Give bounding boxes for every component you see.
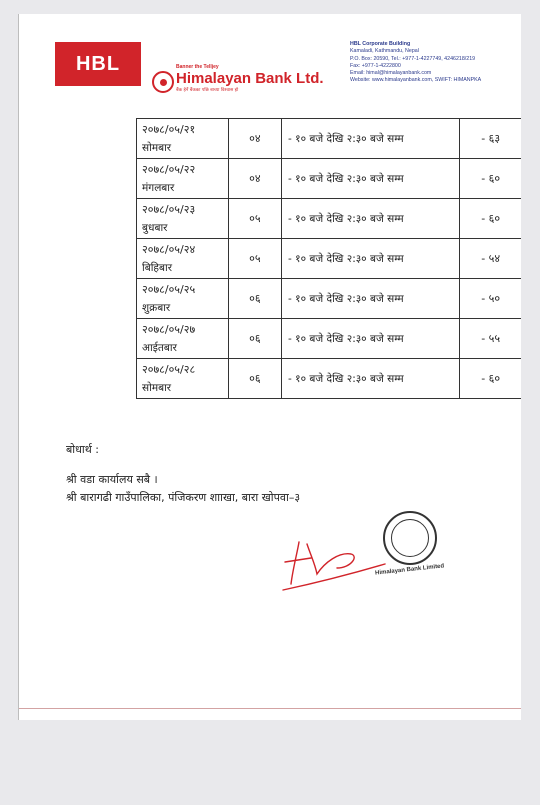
cc-recipient: श्री बारागढी गाउँपालिका, पंजिकरण शााखा, बारा खोपवा–३ <box>66 491 301 504</box>
weekday-value: सोमबार <box>142 141 172 154</box>
tagline: Banner the Telljey <box>176 64 219 70</box>
count-cell: - ६० <box>460 199 521 239</box>
number-cell: ०५ <box>228 199 281 239</box>
address-line: Fax: +977-1-4222800 <box>350 62 401 69</box>
schedule-table <box>136 118 521 399</box>
bank-name-sub: बैंक हेर्ने बैंकका पछि बाच्या विश्वास हो <box>176 88 239 93</box>
time-cell: - १० बजे देखि २:३० बजे सम्म <box>282 279 460 319</box>
footer-divider <box>19 708 521 709</box>
time-cell: - १० बजे देखि २:३० बजे सम्म <box>282 319 460 359</box>
address-line: Kamaladi, Kathmandu, Nepal <box>350 48 419 55</box>
number-cell: ०४ <box>228 159 281 199</box>
date-value: २०७८/०५/२२ <box>142 162 196 176</box>
table-row <box>137 159 522 199</box>
weekday-value: सोमबार <box>142 381 172 394</box>
bank-address <box>350 41 520 85</box>
table-row <box>137 359 522 399</box>
date-value: २०७८/०५/२५ <box>142 282 196 296</box>
number-cell: ०६ <box>228 319 281 359</box>
date-cell <box>137 319 229 359</box>
weekday-value: शुक्रबार <box>142 301 171 314</box>
time-cell: - १० बजे देखि २:३० बजे सम्म <box>282 119 460 159</box>
letter-page <box>18 14 521 720</box>
date-value: २०७८/०५/२८ <box>142 362 196 376</box>
date-value: २०७८/०५/२७ <box>142 322 196 336</box>
time-cell: - १० बजे देखि २:३० बजे सम्म <box>282 239 460 279</box>
date-cell <box>137 119 229 159</box>
bank-name: Himalayan Bank Ltd. <box>176 70 324 87</box>
bank-emblem-icon <box>152 71 174 93</box>
date-value: २०७८/०५/२१ <box>142 122 196 136</box>
number-cell: ०६ <box>228 359 281 399</box>
seal-label: Himalayan Bank Limited <box>374 563 445 577</box>
bank-seal-icon <box>383 511 437 565</box>
number-cell: ०४ <box>228 119 281 159</box>
address-line: Website: www.himalayanbank.com, SWIFT: HIMANPKA <box>350 77 482 84</box>
date-cell <box>137 279 229 319</box>
table-row <box>137 279 522 319</box>
date-value: २०७८/०५/२४ <box>142 242 196 256</box>
count-cell: - ६३ <box>460 119 521 159</box>
date-value: २०७८/०५/२३ <box>142 202 196 216</box>
address-title: HBL Corporate Building <box>350 41 411 47</box>
count-cell: - ६० <box>460 159 521 199</box>
cc-recipient: श्री वडा कार्यालय सबै । <box>66 473 158 486</box>
address-line: Email: himal@himalayanbank.com <box>350 70 432 77</box>
weekday-value: बिहिबार <box>142 261 173 274</box>
time-cell: - १० बजे देखि २:३० बजे सम्म <box>282 159 460 199</box>
cc-heading: बोधार्थ : <box>66 443 99 456</box>
time-cell: - १० बजे देखि २:३० बजे सम्म <box>282 199 460 239</box>
table-row <box>137 199 522 239</box>
address-line: P.O. Box: 20590, Tel.: +977-1-4227749, 4246218/219 <box>350 55 476 62</box>
weekday-value: आईतबार <box>142 341 177 354</box>
date-cell <box>137 359 229 399</box>
count-cell: - ५० <box>460 279 521 319</box>
weekday-value: मंगलबार <box>142 181 175 194</box>
table-row <box>137 239 522 279</box>
date-cell <box>137 199 229 239</box>
date-cell <box>137 159 229 199</box>
hbl-logo: HBL <box>55 42 141 86</box>
time-cell: - १० बजे देखि २:३० बजे सम्म <box>282 359 460 399</box>
weekday-value: बुधबार <box>142 221 168 234</box>
number-cell: ०६ <box>228 279 281 319</box>
date-cell <box>137 239 229 279</box>
signature-icon <box>281 534 391 594</box>
table-row <box>137 119 522 159</box>
table-row <box>137 319 522 359</box>
count-cell: - ५४ <box>460 239 521 279</box>
count-cell: - ६० <box>460 359 521 399</box>
count-cell: - ५५ <box>460 319 521 359</box>
number-cell: ०५ <box>228 239 281 279</box>
